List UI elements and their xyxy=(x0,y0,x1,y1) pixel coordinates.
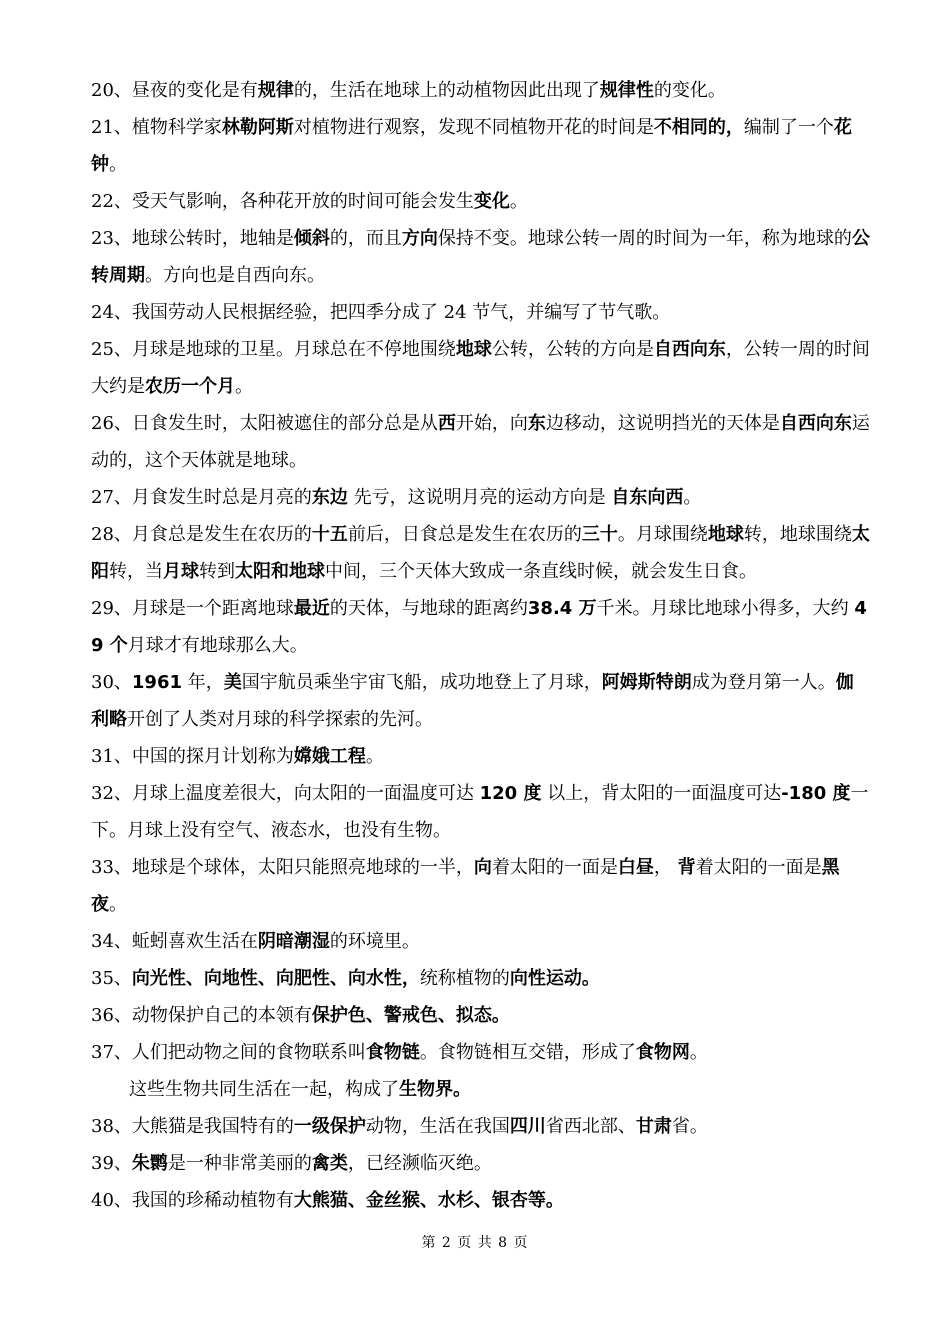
text-segment: 20、昼夜的变化是有 xyxy=(91,80,258,101)
bold-keyword: 最近 xyxy=(293,598,330,619)
list-item xyxy=(91,738,871,775)
bold-keyword: 禽类 xyxy=(311,1153,348,1174)
text-segment: 转到 xyxy=(199,561,235,582)
text-segment: 。 xyxy=(683,487,702,508)
bold-keyword: 背 xyxy=(677,857,696,878)
text-segment: 。 xyxy=(235,376,253,397)
bold-keyword: 120 度 xyxy=(479,783,542,804)
text-segment: 24、我国劳动人民根据经验，把四季分成了 24 节气，并编写了节气歌。 xyxy=(91,302,671,323)
text-segment: 成为登月第一人。 xyxy=(691,672,836,693)
text-segment: 的，而且 xyxy=(329,228,402,249)
text-segment: 省西北部、 xyxy=(545,1116,636,1137)
bold-keyword: 食物链 xyxy=(365,1042,420,1063)
text-segment: 23、地球公转时，地轴是 xyxy=(91,228,294,249)
text-segment: 保持不变。地球公转一周的时间为一年，称为地球的 xyxy=(437,228,852,249)
bold-keyword: 自东向西 xyxy=(611,487,684,508)
text-segment: 28、月食总是发生在农历的 xyxy=(91,524,312,545)
bold-keyword: 公转周期 xyxy=(91,228,870,286)
bold-keyword: 四川 xyxy=(509,1116,546,1137)
list-item-continuation xyxy=(91,1071,871,1108)
bold-keyword: 十五 xyxy=(311,524,348,545)
text-segment: 国宇航员乘坐宇宙飞船，成功地登上了月球， xyxy=(241,672,602,693)
text-segment: 。 xyxy=(109,894,127,915)
text-segment: 以上，背太阳的一面温度可达 xyxy=(541,783,782,804)
text-segment: 这些生物共同生活在一起，构成了 xyxy=(129,1079,399,1100)
list-item xyxy=(91,72,871,109)
bold-keyword: 向光性、向地性、向肥性、向水性， xyxy=(131,968,420,989)
bold-keyword: 白昼 xyxy=(617,857,654,878)
text-segment: 。 xyxy=(365,746,384,767)
bold-keyword: 阴暗潮湿 xyxy=(257,931,330,952)
text-segment: ，已经濒临灭绝。 xyxy=(347,1153,492,1174)
text-segment: 35、 xyxy=(91,968,132,989)
text-segment: 38、大熊猫是我国特有的 xyxy=(91,1116,294,1137)
bold-keyword: 东边 xyxy=(311,487,348,508)
text-segment: 的环境里。 xyxy=(329,931,420,952)
list-item xyxy=(91,960,871,997)
list-item xyxy=(91,664,871,738)
bold-keyword: 林勒阿斯 xyxy=(221,117,294,138)
text-segment: 年， xyxy=(182,672,224,693)
bold-keyword: -180 度 xyxy=(781,783,851,804)
text-segment: 。月球围绕 xyxy=(617,524,708,545)
bold-keyword: 向性运动。 xyxy=(509,968,600,989)
document-body xyxy=(91,72,871,1219)
list-item xyxy=(91,849,871,923)
bold-keyword: 规律 xyxy=(257,80,294,101)
bold-keyword: 大熊猫、金丝猴、水杉、银杏等。 xyxy=(293,1190,564,1211)
list-item xyxy=(91,590,871,664)
bold-keyword: 太阳和地球 xyxy=(235,561,325,582)
text-segment: 37、人们把动物之间的食物联系叫 xyxy=(91,1042,366,1063)
bold-keyword: 太阳 xyxy=(91,524,870,582)
text-segment: 32、月球上温度差很大，向太阳的一面温度可达 xyxy=(91,783,480,804)
bold-keyword: 花钟 xyxy=(91,117,852,175)
bold-keyword: 农历一个月 xyxy=(145,376,235,397)
text-segment: 33、地球是个球体，太阳只能照亮地球的一半， xyxy=(91,857,474,878)
text-segment: 27、月食发生时总是月亮的 xyxy=(91,487,312,508)
text-segment: 39、 xyxy=(91,1153,132,1174)
text-segment: 边移动，这说明挡光的天体是 xyxy=(545,413,780,434)
text-segment: 先亏，这说明月亮的运动方向是 xyxy=(347,487,612,508)
text-segment: 。 xyxy=(109,154,127,175)
bold-keyword: 东 xyxy=(527,413,546,434)
text-segment: 的变化。 xyxy=(653,80,726,101)
list-item xyxy=(91,1145,871,1182)
text-segment: 转，当 xyxy=(109,561,163,582)
bold-keyword: 倾斜 xyxy=(293,228,330,249)
text-segment: 30、 xyxy=(91,672,132,693)
text-segment: 。 xyxy=(509,191,528,212)
bold-keyword: 美 xyxy=(223,672,242,693)
text-segment: 31、中国的探月计划称为 xyxy=(91,746,294,767)
text-segment: 的天体，与地球的距离约 xyxy=(329,598,528,619)
bold-keyword: 一级保护 xyxy=(293,1116,366,1137)
list-item xyxy=(91,109,871,183)
page-footer: 第 2 页 共 8 页 xyxy=(421,1235,529,1251)
text-segment: 对植物进行观察，发现不同植物开花的时间是 xyxy=(293,117,654,138)
text-segment: 开创了人类对月球的科学探索的先河。 xyxy=(127,709,433,730)
text-segment: 26、日食发生时，太阳被遮住的部分总是从 xyxy=(91,413,438,434)
bold-keyword: 地球 xyxy=(455,339,492,360)
text-segment: 一下。月球上没有空气、液态水，也没有生物。 xyxy=(91,783,869,841)
list-item xyxy=(91,923,871,960)
list-item xyxy=(91,1182,871,1219)
text-segment: 34、蚯蚓喜欢生活在 xyxy=(91,931,258,952)
text-segment: 月球才有地球那么大。 xyxy=(127,635,308,656)
bold-keyword: 食物网 xyxy=(635,1042,690,1063)
text-segment: 着太阳的一面是 xyxy=(491,857,618,878)
bold-keyword: 西 xyxy=(437,413,456,434)
bold-keyword: 不相同的， xyxy=(653,117,744,138)
text-segment: 运动的，这个天体就是地球。 xyxy=(91,413,870,471)
text-segment: ，公转一周的时间大约是 xyxy=(91,339,870,397)
text-segment: 省。 xyxy=(671,1116,708,1137)
bold-keyword: 生物界。 xyxy=(399,1079,471,1100)
list-item xyxy=(91,1034,871,1071)
text-segment: 编制了一个 xyxy=(743,117,834,138)
text-segment: 转，地球围绕 xyxy=(743,524,852,545)
bold-keyword: 规律性 xyxy=(599,80,654,101)
text-segment: 。食物链相互交错，形成了 xyxy=(419,1042,636,1063)
bold-keyword: 朱鹮 xyxy=(131,1153,168,1174)
text-segment: ， xyxy=(653,857,678,878)
bold-keyword: 月球 xyxy=(163,561,199,582)
text-segment: 22、受天气影响，各种花开放的时间可能会发生 xyxy=(91,191,474,212)
list-item xyxy=(91,331,871,405)
bold-keyword: 变化 xyxy=(473,191,510,212)
text-segment: 动物，生活在我国 xyxy=(365,1116,510,1137)
bold-keyword: 嫦娥工程 xyxy=(293,746,366,767)
text-segment: 是一种非常美丽的 xyxy=(167,1153,312,1174)
list-item xyxy=(91,479,871,516)
text-segment: 。 xyxy=(689,1042,708,1063)
bold-keyword: 地球 xyxy=(707,524,744,545)
text-segment: 40、我国的珍稀动植物有 xyxy=(91,1190,294,1211)
bold-keyword: 1961 xyxy=(131,672,183,693)
bold-keyword: 黑夜 xyxy=(91,857,840,915)
text-segment: 36、动物保护自己的本领有 xyxy=(91,1005,312,1026)
text-segment: 21、植物科学家 xyxy=(91,117,222,138)
bold-keyword: 甘肃 xyxy=(635,1116,672,1137)
bold-keyword: 阿姆斯特朗 xyxy=(601,672,692,693)
bold-keyword: 向 xyxy=(473,857,492,878)
text-segment: 统称植物的 xyxy=(419,968,510,989)
list-item xyxy=(91,775,871,849)
bold-keyword: 三十 xyxy=(581,524,618,545)
list-item xyxy=(91,183,871,220)
text-segment: 公转，公转的方向是 xyxy=(491,339,654,360)
bold-keyword: 38.4 万 xyxy=(527,598,597,619)
bold-keyword: 伽利略 xyxy=(91,672,854,730)
text-segment: 千米。月球比地球小得多，大约 xyxy=(596,598,855,619)
text-segment: 的，生活在地球上的动植物因此出现了 xyxy=(293,80,600,101)
bold-keyword: 保护色、警戒色、拟态。 xyxy=(311,1005,510,1026)
bold-keyword: 49 个 xyxy=(91,598,867,656)
list-item xyxy=(91,405,871,479)
bold-keyword: 方向 xyxy=(401,228,438,249)
list-item xyxy=(91,1108,871,1145)
text-segment: 中间，三个天体大致成一条直线时候，就会发生日食。 xyxy=(325,561,757,582)
list-item xyxy=(91,997,871,1034)
text-segment: 25、月球是地球的卫星。月球总在不停地围绕 xyxy=(91,339,456,360)
bold-keyword: 自西向东 xyxy=(779,413,852,434)
text-segment: 29、月球是一个距离地球 xyxy=(91,598,294,619)
list-item xyxy=(91,516,871,590)
list-item xyxy=(91,220,871,294)
bold-keyword: 自西向东 xyxy=(653,339,726,360)
text-segment: 。方向也是自西向东。 xyxy=(145,265,325,286)
text-segment: 着太阳的一面是 xyxy=(695,857,822,878)
text-segment: 前后，日食总是发生在农历的 xyxy=(347,524,582,545)
text-segment: 开始，向 xyxy=(455,413,528,434)
list-item xyxy=(91,294,871,331)
